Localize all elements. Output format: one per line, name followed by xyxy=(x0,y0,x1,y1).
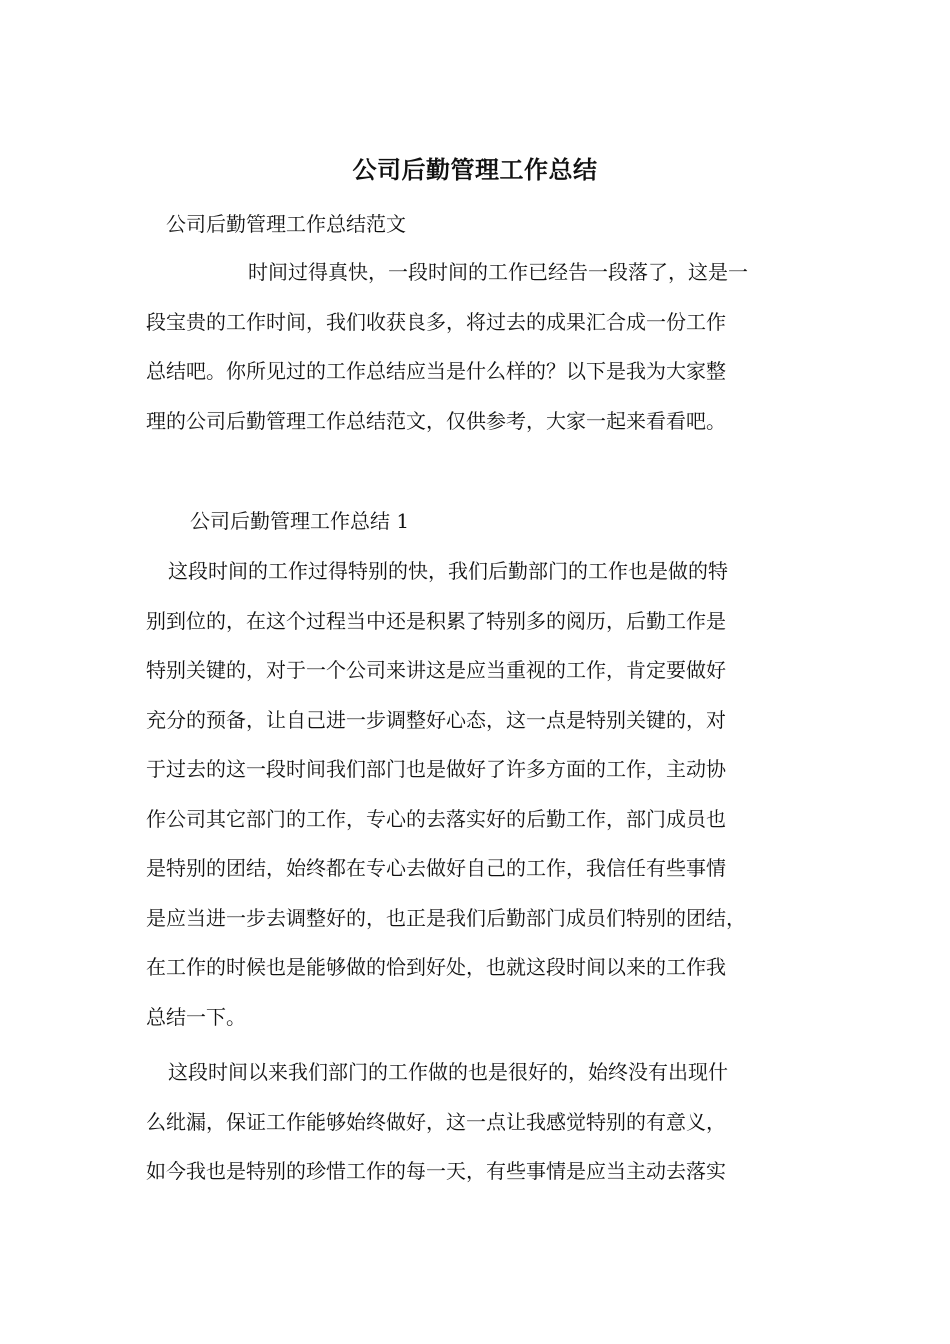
intro-line: 段宝贵的工作时间，我们收获良多，将过去的成果汇合成一份工作 xyxy=(146,309,726,334)
body-line: 如今我也是特别的珍惜工作的每一天，有些事情是应当主动去落实 xyxy=(146,1159,726,1183)
document-subtitle: 公司后勤管理工作总结范文 xyxy=(166,212,406,236)
body-line: 充分的预备，让自己进一步调整好心态，这一点是特别关键的，对 xyxy=(146,707,726,732)
intro-line: 时间过得真快，一段时间的工作已经告一段落了，这是一 xyxy=(248,260,748,284)
body-line: 别到位的，在这个过程当中还是积累了特别多的阅历，后勤工作是 xyxy=(146,608,726,633)
body-line: 作公司其它部门的工作，专心的去落实好的后勤工作，部门成员也 xyxy=(146,806,726,831)
body-line: 特别关键的，对于一个公司来讲这是应当重视的工作，肯定要做好 xyxy=(146,658,726,682)
body-paragraph-2 xyxy=(146,1048,836,1197)
intro-paragraph xyxy=(146,248,836,446)
document-title: 公司后勤管理工作总结 xyxy=(352,155,598,184)
body-line: 这段时间的工作过得特别的快，我们后勤部门的工作也是做的特 xyxy=(168,559,728,583)
body-line: 是特别的团结，始终都在专心去做好自己的工作，我信任有些事情 xyxy=(146,856,726,880)
body-line: 么纰漏，保证工作能够始终做好，这一点让我感觉特别的有意义， xyxy=(146,1109,726,1134)
body-line: 于过去的这一段时间我们部门也是做好了许多方面的工作，主动协 xyxy=(146,757,726,781)
body-line: 总结一下。 xyxy=(146,1004,246,1029)
section-heading: 公司后勤管理工作总结 1 xyxy=(190,509,410,533)
intro-line: 理的公司后勤管理工作总结范文，仅供参考，大家一起来看看吧。 xyxy=(146,408,726,433)
body-paragraph-1 xyxy=(146,547,836,1042)
body-line: 这段时间以来我们部门的工作做的也是很好的，始终没有出现什 xyxy=(168,1060,728,1084)
intro-line: 总结吧。你所见过的工作总结应当是什么样的？以下是我为大家整 xyxy=(146,359,726,383)
body-line: 是应当进一步去调整好的，也正是我们后勤部门成员们特别的团结， xyxy=(146,905,746,930)
body-line: 在工作的时候也是能够做的恰到好处，也就这段时间以来的工作我 xyxy=(146,955,726,979)
